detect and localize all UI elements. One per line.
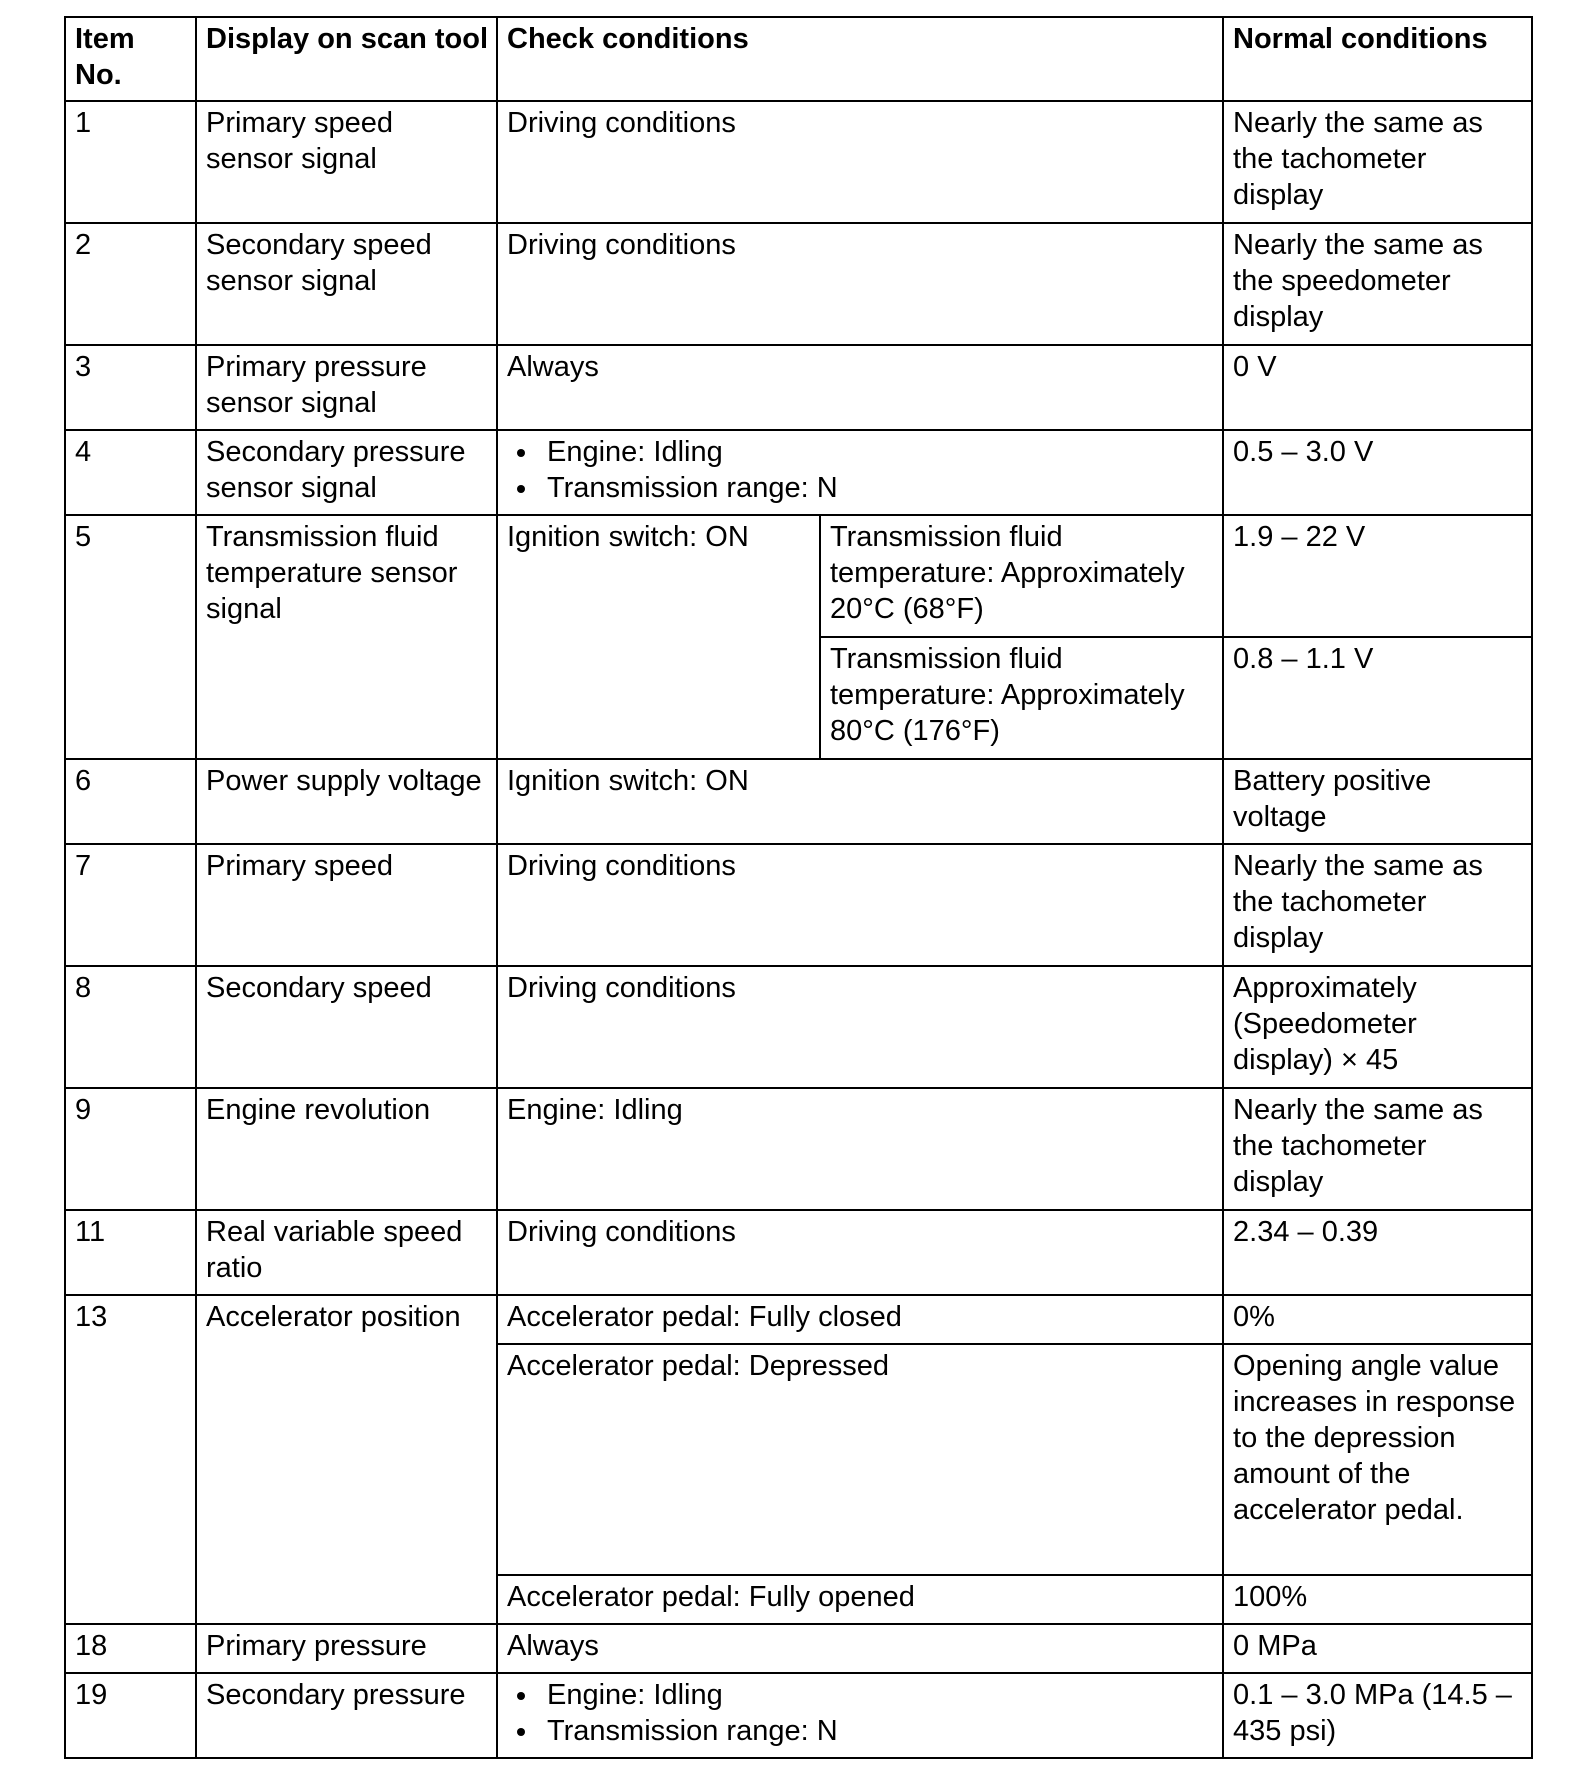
sub-condition: Accelerator pedal: Fully opened xyxy=(497,1575,1223,1624)
item-number: 18 xyxy=(65,1624,196,1673)
normal-condition: 1.9 – 22 V xyxy=(1223,515,1532,637)
display-name: Secondary speed sensor signal xyxy=(196,223,497,345)
normal-condition: 0 V xyxy=(1223,345,1532,430)
display-name: Real variable speed ratio xyxy=(196,1210,497,1295)
table-row xyxy=(65,844,1532,966)
check-condition: Always xyxy=(497,1624,1223,1673)
normal-condition: Nearly the same as the tachometer display xyxy=(1223,844,1532,966)
normal-condition: Battery positive voltage xyxy=(1223,759,1532,844)
table-row xyxy=(65,759,1532,844)
display-name: Accelerator position xyxy=(196,1295,497,1624)
check-condition-list xyxy=(497,1673,1223,1758)
normal-condition: Nearly the same as the tachometer display xyxy=(1223,101,1532,223)
data-monitor-table xyxy=(64,16,1533,1759)
check-condition: Engine: Idling xyxy=(497,1088,1223,1210)
check-condition: Driving conditions xyxy=(497,223,1223,345)
item-number: 11 xyxy=(65,1210,196,1295)
normal-condition: 0% xyxy=(1223,1295,1532,1344)
header-check-conditions: Check conditions xyxy=(497,17,1223,101)
table-row xyxy=(65,101,1532,223)
table-row xyxy=(65,1088,1532,1210)
normal-condition: Approximately (Speedometer display) × 45 xyxy=(1223,966,1532,1088)
bullet-item: Transmission range: N xyxy=(547,1713,1214,1749)
table-row xyxy=(65,1210,1532,1295)
item-number: 13 xyxy=(65,1295,196,1624)
normal-condition: 0.5 – 3.0 V xyxy=(1223,430,1532,515)
check-condition: Always xyxy=(497,345,1223,430)
header-item-no: Item No. xyxy=(65,17,196,101)
item-number: 19 xyxy=(65,1673,196,1758)
item-number: 5 xyxy=(65,515,196,759)
display-name: Secondary pressure sensor signal xyxy=(196,430,497,515)
bullet-item: Transmission range: N xyxy=(547,470,1214,506)
display-name: Power supply voltage xyxy=(196,759,497,844)
item-number: 7 xyxy=(65,844,196,966)
item-number: 3 xyxy=(65,345,196,430)
display-name: Primary speed xyxy=(196,844,497,966)
sub-condition: Accelerator pedal: Depressed xyxy=(497,1344,1223,1575)
check-condition-list xyxy=(497,430,1223,515)
bullet-item: Engine: Idling xyxy=(547,434,1214,470)
display-name: Primary pressure xyxy=(196,1624,497,1673)
normal-condition: Nearly the same as the tachometer display xyxy=(1223,1088,1532,1210)
check-condition: Ignition switch: ON xyxy=(497,515,820,759)
item-number: 1 xyxy=(65,101,196,223)
item-number: 2 xyxy=(65,223,196,345)
check-condition: Driving conditions xyxy=(497,966,1223,1088)
display-name: Primary pressure sensor signal xyxy=(196,345,497,430)
normal-condition: 0 MPa xyxy=(1223,1624,1532,1673)
normal-condition: 2.34 – 0.39 xyxy=(1223,1210,1532,1295)
table-row xyxy=(65,1673,1532,1758)
display-name: Primary speed sensor signal xyxy=(196,101,497,223)
bullet-item: Engine: Idling xyxy=(547,1677,1214,1713)
item-number: 8 xyxy=(65,966,196,1088)
display-name: Engine revolution xyxy=(196,1088,497,1210)
sub-condition: Transmission fluid temperature: Approximately 20°C (68°F) xyxy=(820,515,1223,637)
header-display: Display on scan tool xyxy=(196,17,497,101)
header-normal-conditions: Normal conditions xyxy=(1223,17,1532,101)
item-number: 4 xyxy=(65,430,196,515)
normal-condition: Opening angle value increases in response to the depression amount of the accelerator pedal. xyxy=(1223,1344,1532,1575)
check-condition: Ignition switch: ON xyxy=(497,759,1223,844)
normal-condition: Nearly the same as the speedometer display xyxy=(1223,223,1532,345)
table-row xyxy=(65,1295,1532,1344)
display-name: Transmission fluid temperature sensor signal xyxy=(196,515,497,759)
normal-condition: 0.8 – 1.1 V xyxy=(1223,637,1532,759)
table-row xyxy=(65,430,1532,515)
table-row xyxy=(65,966,1532,1088)
sub-condition: Transmission fluid temperature: Approximately 80°C (176°F) xyxy=(820,637,1223,759)
check-condition: Driving conditions xyxy=(497,1210,1223,1295)
item-number: 9 xyxy=(65,1088,196,1210)
sub-condition: Accelerator pedal: Fully closed xyxy=(497,1295,1223,1344)
check-condition: Driving conditions xyxy=(497,101,1223,223)
item-number: 6 xyxy=(65,759,196,844)
table-row xyxy=(65,1624,1532,1673)
display-name: Secondary pressure xyxy=(196,1673,497,1758)
display-name: Secondary speed xyxy=(196,966,497,1088)
normal-condition: 0.1 – 3.0 MPa (14.5 – 435 psi) xyxy=(1223,1673,1532,1758)
table-row xyxy=(65,515,1532,637)
header-row xyxy=(65,17,1532,101)
table-row xyxy=(65,345,1532,430)
normal-condition: 100% xyxy=(1223,1575,1532,1624)
table-row xyxy=(65,223,1532,345)
check-condition: Driving conditions xyxy=(497,844,1223,966)
